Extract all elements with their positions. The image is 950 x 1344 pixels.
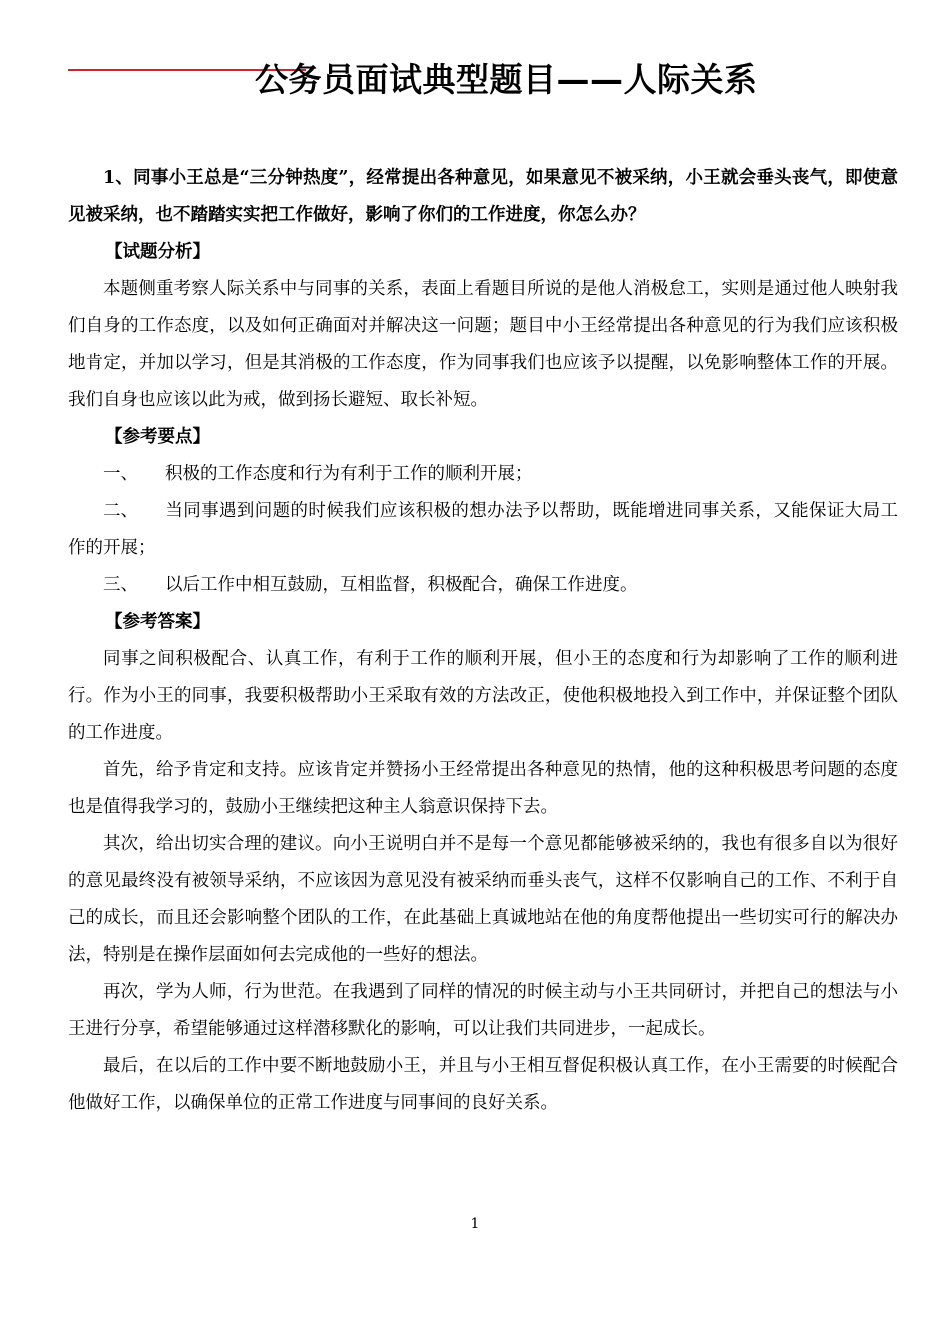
point-text: 当同事遇到问题的时候我们应该积极的想办法予以帮助，既能增进同事关系，又能保证大局工作的开展；: [68, 501, 898, 558]
analysis-heading: 【试题分析】: [105, 242, 210, 262]
answer-paragraph: 再次，学为人师，行为世范。在我遇到了同样的情况的时候主动与小王共同研讨，并把自己的想法与小王进行分享，希望能够通过这样潜移默化的影响，可以让我们共同进步，一起成长。: [68, 982, 898, 1039]
analysis-paragraph: 本题侧重考察人际关系中与同事的关系，表面上看题目所说的是他人消极怠工，实则是通过他人映射我们自身的工作态度，以及如何正确面对并解决这一问题；题目中小王经常提出各种意见的行为我们应该积极地肯定，并加以学习，但是其消极的工作态度，作为同事我们也应该予以提醒，以免影响整体工作的开展。我们自身也应该以此为戒，做到扬长避短、取长补短。: [68, 279, 898, 410]
document-title: 公务员面试典型题目——人际关系: [255, 60, 758, 99]
document-body: [68, 160, 898, 1122]
point-number: 一、: [103, 464, 138, 484]
point-number: 二、: [103, 501, 138, 521]
point-item: [68, 567, 898, 604]
answer-paragraph: 其次，给出切实合理的建议。向小王说明白并不是每一个意见都能够被采纳的，我也有很多自以为很好的意见最终没有被领导采纳，不应该因为意见没有被采纳而垂头丧气，这样不仅影响自己的工作、不利于自己的成长，而且还会影响整个团队的工作，在此基础上真诚地站在他的角度帮他提出一些切实可行的解决办法，特别是在操作层面如何去完成他的一些好的想法。: [68, 834, 898, 965]
point-item: [68, 456, 898, 493]
answer-paragraph: 最后，在以后的工作中要不断地鼓励小王，并且与小王相互督促积极认真工作，在小王需要的时候配合他做好工作，以确保单位的正常工作进度与同事间的良好关系。: [68, 1056, 898, 1113]
question-text: 1、同事小王总是“三分钟热度”，经常提出各种意见，如果意见不被采纳，小王就会垂头丧气，即使意见被采纳，也不踏踏实实把工作做好，影响了你们的工作进度，你怎么办？: [68, 168, 898, 225]
answer-paragraph: 首先，给予肯定和支持。应该肯定并赞扬小王经常提出各种意见的热情，他的这种积极思考问题的态度也是值得我学习的，鼓励小王继续把这种主人翁意识保持下去。: [68, 760, 898, 817]
page-number: 1: [470, 1216, 480, 1232]
answer-heading: 【参考答案】: [105, 612, 210, 632]
points-heading: 【参考要点】: [105, 427, 210, 447]
point-text: 积极的工作态度和行为有利于工作的顺利开展；: [165, 464, 533, 484]
answer-paragraph: 同事之间积极配合、认真工作，有利于工作的顺利开展，但小王的态度和行为却影响了工作的顺利进行。作为小王的同事，我要积极帮助小王采取有效的方法改正，使他积极地投入到工作中，并保证整个团队的工作进度。: [68, 649, 898, 743]
point-text: 以后工作中相互鼓励，互相监督，积极配合，确保工作进度。: [165, 575, 638, 595]
point-number: 三、: [103, 575, 138, 595]
point-item: [68, 493, 898, 567]
